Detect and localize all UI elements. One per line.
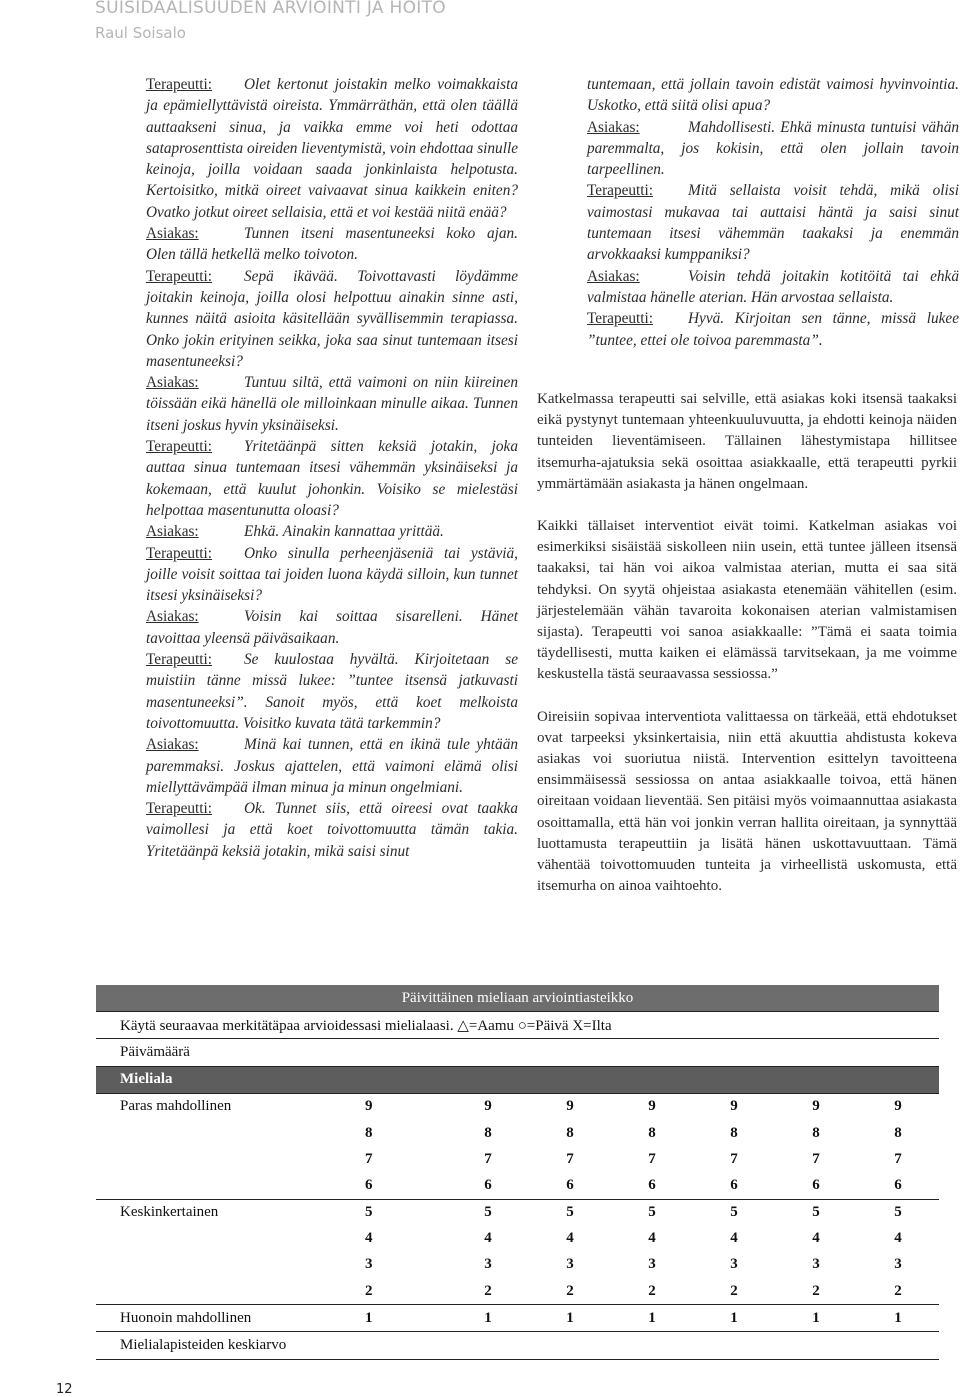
- mood-score-cell[interactable]: 7: [484, 1150, 492, 1167]
- dialogue-turn: [146, 74, 518, 223]
- mood-score-cell[interactable]: 8: [730, 1124, 738, 1141]
- mood-score-cell[interactable]: 9: [894, 1098, 902, 1115]
- dialogue-text: Hyvä. Kirjoitan sen tänne, missä lukee ”tuntee, ettei ole toivoa paremmasta”.: [587, 310, 959, 349]
- mood-score-cell[interactable]: 3: [566, 1256, 574, 1273]
- mood-score-cell[interactable]: 2: [693, 1278, 775, 1305]
- speaker-label: Asiakas:: [146, 374, 199, 392]
- mood-score-cell[interactable]: 4: [730, 1230, 738, 1247]
- mood-score-cell[interactable]: 6: [357, 1172, 447, 1199]
- mood-score-cell[interactable]: 9: [648, 1098, 656, 1115]
- mood-level-label: Paras mahdollinen: [120, 1098, 232, 1115]
- mood-score-cell[interactable]: 2: [775, 1278, 857, 1305]
- mood-score-cell[interactable]: 2: [529, 1278, 611, 1305]
- dialogue-text: Se kuulostaa hyvältä. Kirjoitetaan se muistiin tänne missä lukee: ”tuntee itsensä jatkuvasti masentuneeksi”. Sanoit myös, että koet melkoista toivottomuutta. Voisitko kuvata tätä tarkemmin?: [146, 651, 518, 732]
- mood-score-cell[interactable]: 5: [648, 1204, 656, 1221]
- mood-score-cell[interactable]: 4: [566, 1230, 574, 1247]
- dialogue-text: Ok. Tunnet siis, että oireesi ovat taakka vaimollesi ja että koet toivottomuutta tämän takia. Yritetäänpä keksiä jotakin, mikä saisi sinut: [146, 800, 518, 860]
- mood-score-cell[interactable]: 6: [857, 1172, 939, 1199]
- speaker-label: Terapeutti:: [146, 76, 213, 93]
- average-label: Mielialapisteiden keskiarvo: [96, 1332, 939, 1359]
- dialogue-turn: [587, 117, 959, 181]
- page-number: 12: [56, 1382, 73, 1397]
- dialogue-turn: [146, 543, 518, 607]
- mood-score-cell[interactable]: 5: [812, 1204, 820, 1221]
- speaker-label: Asiakas:: [587, 118, 640, 136]
- speaker-label: Asiakas:: [146, 225, 199, 243]
- mood-score-cell[interactable]: 5: [365, 1204, 373, 1221]
- table-row: [96, 1252, 939, 1278]
- body-text-column: [537, 389, 957, 918]
- mood-score-cell[interactable]: 5: [894, 1204, 902, 1221]
- mood-score-cell[interactable]: 5: [730, 1204, 738, 1221]
- mood-score-cell[interactable]: 3: [730, 1256, 738, 1273]
- dialogue-turn: [587, 266, 959, 309]
- mood-score-cell[interactable]: 3: [894, 1256, 902, 1273]
- mood-level-label: [96, 1226, 357, 1252]
- mood-score-cell[interactable]: 1: [529, 1305, 611, 1332]
- table-row: [96, 1120, 939, 1146]
- table-row: [96, 1093, 939, 1120]
- table-instructions: Käytä seuraavaa merkitätäpaa arvioidessasi mielialaasi. △=Aamu ○=Päivä X=Ilta: [96, 1012, 939, 1039]
- mood-score-cell[interactable]: 2: [611, 1278, 693, 1305]
- speaker-label: Asiakas:: [587, 267, 640, 285]
- speaker-label: Terapeutti:: [587, 182, 654, 200]
- body-paragraph: Kaikki tällaiset interventiot eivät toimi. Katkelman asiakas voi esimerkiksi sisäistää siskolleen niin usein, että tuntee jälleen itsensä taakaksi, tai hän voi aikoa valmistaa aterian, mutta ei saa sitä tehdyksi. On syytä ohjeistaa asiakasta etenemään vähitellen (esim. järjestelemään vähän tavaroita kokonaisen aterian valmistamisen sijasta). Terapeutti voi sanoa asiakkaalle: ”Tämä ei saata toimia täydellisesti, mutta kaiken ei elämässä tarvitsekaan, ja me voimme keskustella tästä seuraavassa sessiossa.”: [537, 518, 957, 683]
- speaker-label: Asiakas:: [146, 608, 199, 626]
- mood-level-label: [96, 1146, 357, 1172]
- speaker-label: Terapeutti:: [146, 438, 213, 456]
- mood-score-cell[interactable]: 6: [447, 1172, 529, 1199]
- mood-score-cell[interactable]: 2: [357, 1278, 447, 1305]
- mood-score-cell[interactable]: 4: [894, 1230, 902, 1247]
- dialogue-left-column: [146, 74, 518, 862]
- table-row: [96, 1199, 939, 1226]
- mood-level-label: [96, 1172, 357, 1199]
- table-row: [96, 1305, 939, 1332]
- mood-score-cell[interactable]: 8: [812, 1124, 820, 1141]
- date-row-label: Päivämäärä: [96, 1039, 939, 1066]
- dialogue-text: Minä kai tunnen, että en ikinä tule yhtään paremmaksi. Joskus ajattelen, että vaimoni elämä olisi miellyttävämpää ilman minua ja minun ongelmiani.: [146, 736, 518, 796]
- mood-score-cell[interactable]: 4: [812, 1230, 820, 1247]
- mood-level-label: [96, 1120, 357, 1146]
- mood-score-cell[interactable]: 2: [857, 1278, 939, 1305]
- running-header-title: SUISIDAALISUUDEN ARVIOINTI JA HOITO: [95, 0, 446, 18]
- mood-score-cell[interactable]: 9: [730, 1098, 738, 1115]
- mood-score-cell[interactable]: 1: [857, 1305, 939, 1332]
- mood-score-cell[interactable]: 5: [484, 1204, 492, 1221]
- dialogue-text: Olet kertonut joistakin melko voimakkaista ja epämiellyttävistä oireista. Ymmärräthän, että olen täällä auttaakseni sinua, ja vaikka emme voi heti odottaa sataprosenttista oireiden lieventymistä, voin ehdottaa sinulle keinoja, joilla voidaan saada jonkinlaista helpotusta. Kertoisitko, mitkä oireet vaivaavat sinua kaikkein eniten? Ovatko jotkut oireet sellaisia, että et voi kestää niitä enää?: [146, 76, 518, 221]
- speaker-label: Terapeutti:: [587, 310, 654, 328]
- mood-score-cell[interactable]: 6: [775, 1172, 857, 1199]
- speaker-label: Asiakas:: [146, 736, 199, 754]
- dialogue-turn: [146, 436, 518, 521]
- mood-score-cell[interactable]: 8: [566, 1124, 574, 1141]
- mood-score-cell[interactable]: 6: [529, 1172, 611, 1199]
- dialogue-turn: [146, 606, 518, 649]
- dialogue-turn: [146, 521, 518, 542]
- mood-score-cell[interactable]: 7: [365, 1150, 373, 1167]
- mood-score-cell[interactable]: 1: [775, 1305, 857, 1332]
- dialogue-text: Mahdollisesti. Ehkä minusta tuntuisi vähän paremmalta, jos kokisin, että olen jollain tavoin tarpeellinen.: [587, 118, 959, 179]
- body-paragraph: Katkelmassa terapeutti sai selville, että asiakas koki itsensä taakaksi eikä pystynyt tuntemaan yhteenkuuluvuutta, ja ehdotti keinoja näiden tunteiden lieventämiseen. Tällainen lähestymistapa hillitsee itsemurha-ajatuksia sekä osoittaa asiakkaalle, että terapeutti pyrkii ymmärtämään asiakasta ja hänen ongelmaan.: [537, 391, 957, 492]
- mood-score-cell[interactable]: 7: [566, 1150, 574, 1167]
- dialogue-turn: [146, 649, 518, 734]
- mood-score-cell[interactable]: 6: [611, 1172, 693, 1199]
- speaker-label: Terapeutti:: [146, 544, 213, 562]
- mood-level-label: Keskinkertainen: [120, 1204, 219, 1221]
- speaker-label: Asiakas:: [146, 523, 199, 541]
- dialogue-turn: [146, 266, 518, 372]
- speaker-label: Terapeutti:: [146, 267, 213, 285]
- dialogue-text: Mitä sellaista voisit tehdä, mikä olisi vaimostasi mukavaa tai auttaisi häntä ja saisi sinut tuntemaan itsesi vähemmän taakaksi ja enemmän arvokkaaksi kumppaniksi?: [587, 182, 959, 264]
- dialogue-text: Yritetäänpä sitten keksiä jotakin, joka auttaa sinua tuntemaan itsesi vähemmän yksinäiseksi ja kokemaan, että kuulut johonkin. Voisiko se mielestäsi helpottaa masentunutta oloasi?: [146, 438, 518, 519]
- mood-score-cell[interactable]: 9: [566, 1098, 574, 1115]
- speaker-label: Terapeutti:: [146, 800, 213, 818]
- mood-score-cell[interactable]: 8: [484, 1124, 492, 1141]
- mood-score-cell[interactable]: 8: [648, 1124, 656, 1141]
- dialogue-turn: [146, 734, 518, 798]
- dialogue-turn: [587, 308, 959, 351]
- table-row: [96, 1226, 939, 1252]
- dialogue-text: Onko sinulla perheenjäseniä tai ystäviä, joille voisit soittaa tai joiden luona käydä silloin, kun tunnet itsesi yksinäiseksi?: [146, 544, 518, 605]
- mood-score-cell[interactable]: 9: [484, 1098, 492, 1115]
- running-header-author: Raul Soisalo: [95, 24, 186, 42]
- table-row: [96, 1278, 939, 1305]
- mood-level-label: Huonoin mahdollinen: [96, 1305, 357, 1332]
- dialogue-turn: [146, 798, 518, 862]
- mood-score-cell[interactable]: 3: [365, 1256, 373, 1273]
- dialogue-text: Tunnen itseni masentuneeksi koko ajan. Olen tällä hetkellä melko toivoton.: [146, 225, 518, 264]
- mood-score-cell[interactable]: 1: [693, 1305, 775, 1332]
- mood-score-cell[interactable]: 7: [730, 1150, 738, 1167]
- dialogue-text: Ehkä. Ainakin kannattaa yrittää.: [244, 523, 444, 541]
- dialogue-text: Voisin kai soittaa sisarelleni. Hänet tavoittaa yleensä päiväsaikaan.: [146, 608, 518, 647]
- dialogue-turn: [587, 74, 959, 117]
- dialogue-right-column: [587, 74, 959, 351]
- mood-header: Mieliala: [96, 1066, 939, 1093]
- mood-level-label: [96, 1278, 357, 1305]
- dialogue-turn: [587, 180, 959, 265]
- dialogue-turn: [146, 223, 518, 266]
- mood-score-cell[interactable]: 3: [648, 1256, 656, 1273]
- table-row: [96, 1172, 939, 1199]
- mood-score-cell[interactable]: 2: [447, 1278, 529, 1305]
- mood-score-cell[interactable]: 9: [812, 1098, 820, 1115]
- body-paragraph: Oireisiin sopivaa interventiota valittaessa on tärkeää, että ehdotukset ovat tarpeeksi yksinkertaisia, niin että akuuttia ahdistusta kokeva asiakas voi suoriutua niistä. Intervention esittelyn tavoitteena ensimmäisessä sessiossa on antaa asiakkaalle toivoa, että hänen oireitaan voidaan lieventää. Sen pitäisi myös voimaannuttaa asiakasta osoittamalla, että hän voi jonkin verran hallita oireitaan, ja synnyttää luottamusta terapeuttiin ja lisätä hänen uskottavuuttaan. Tämä vähentää toivottomuuden tunteita ja virheellistä uskomusta, että itsemurha on ainoa vaihtoehto.: [537, 708, 957, 895]
- table-title: Päivittäinen mieliaan arviointiasteikko: [96, 985, 939, 1012]
- mood-level-label: [96, 1252, 357, 1278]
- mood-score-cell[interactable]: 1: [357, 1305, 447, 1332]
- mood-score-cell[interactable]: 1: [611, 1305, 693, 1332]
- mood-score-cell[interactable]: 4: [365, 1230, 373, 1247]
- dialogue-text: tuntemaan, että jollain tavoin edistät vaimosi hyvinvointia. Uskotko, että siitä olisi apua?: [587, 76, 959, 115]
- mood-score-cell[interactable]: 9: [365, 1098, 373, 1115]
- speaker-label: Terapeutti:: [146, 651, 213, 669]
- mood-score-cell[interactable]: 7: [812, 1150, 820, 1167]
- mood-score-cell[interactable]: 1: [447, 1305, 529, 1332]
- average-row: [96, 1332, 939, 1359]
- mood-score-cell[interactable]: 4: [484, 1230, 492, 1247]
- mood-score-cell[interactable]: 8: [894, 1124, 902, 1141]
- mood-score-cell[interactable]: 3: [812, 1256, 820, 1273]
- mood-score-cell[interactable]: 5: [566, 1204, 574, 1221]
- table-row: [96, 1146, 939, 1172]
- dialogue-text: Tuntuu siltä, että vaimoni on niin kiireinen töissään eikä hänellä ole milloinkaan minulle aikaa. Tunnen itseni joskus hyvin yksinäiseksi.: [146, 374, 518, 434]
- mood-score-cell[interactable]: 3: [484, 1256, 492, 1273]
- mood-score-cell[interactable]: 7: [648, 1150, 656, 1167]
- mood-score-cell[interactable]: 4: [648, 1230, 656, 1247]
- mood-score-cell[interactable]: 8: [365, 1124, 373, 1141]
- mood-score-cell[interactable]: 7: [894, 1150, 902, 1167]
- dialogue-text: Sepä ikävää. Toivottavasti löydämme joitakin keinoja, joilla olosi helpottuu ainakin sinne asti, kunnes näitä asioita käsitellään syvällisemmin terapiassa. Onko jokin erityinen seikka, joka saa sinut tuntemaan itsesi masentuneeksi?: [146, 267, 518, 370]
- dialogue-turn: [146, 372, 518, 436]
- mood-rating-table: [96, 985, 939, 1360]
- mood-score-cell[interactable]: 6: [693, 1172, 775, 1199]
- dialogue-text: Voisin tehdä joitakin kotitöitä tai ehkä valmistaa hänelle aterian. Hän arvostaa sellaista.: [587, 267, 959, 306]
